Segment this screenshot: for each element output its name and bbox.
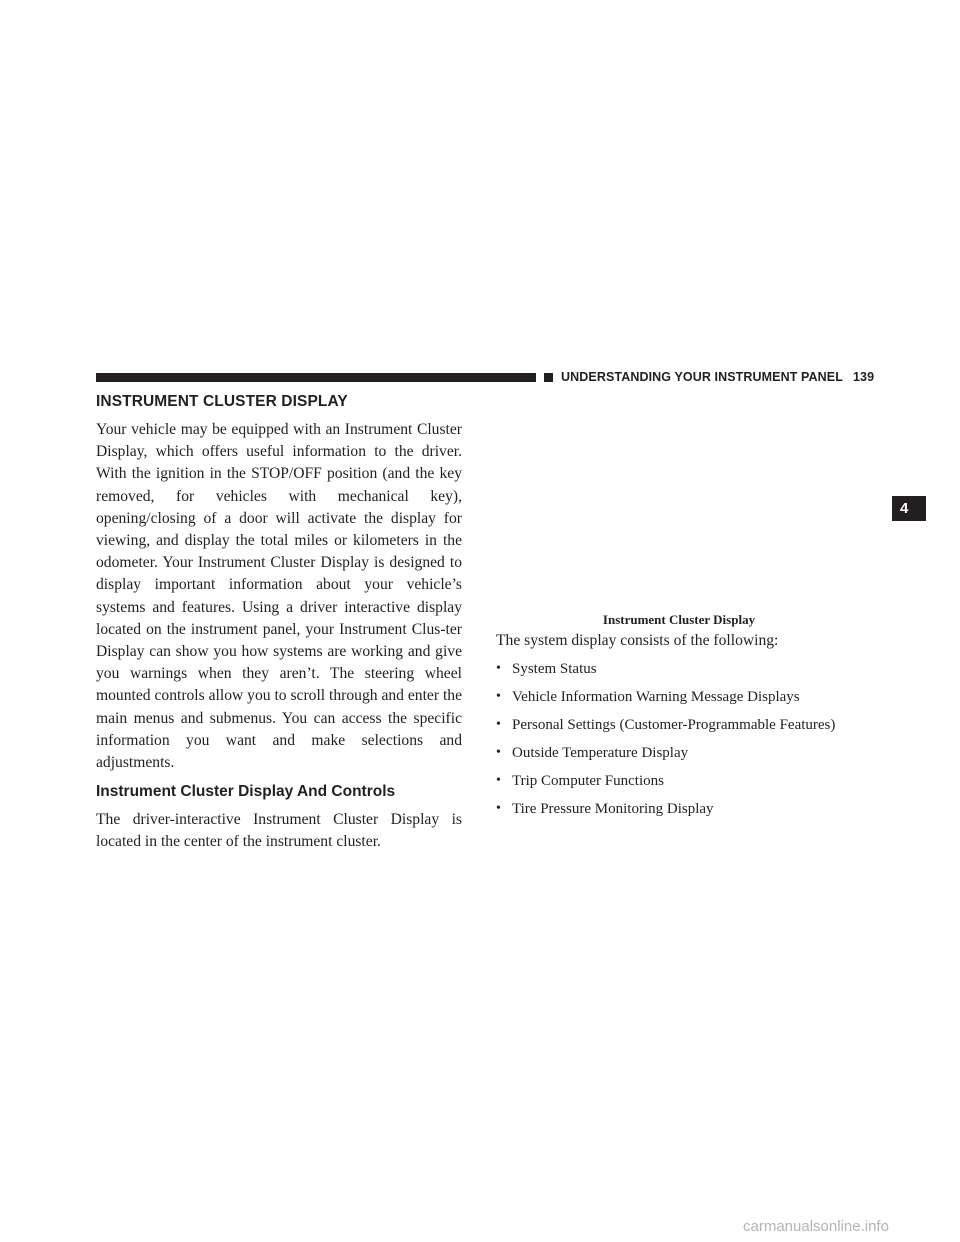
intro-paragraph: Your vehicle may be equipped with an Instrument Cluster Display, which offers useful information to the driver. With the ignition in the STOP/OFF position (and the key removed, for vehicles with mechanical key), opening/closing of a door will activate the display for viewing, and display the total miles or kilometers in the odometer. Your Instrument Cluster Display is designed to display important information about your vehicle’s systems and features. Using a driver interactive display located on the instrument panel, your Instrument Clus-ter Display can show you how systems are working and give you warnings when they aren’t. The steering wheel mounted controls allow you to scroll through and enter the main menus and submenus. You can access the specific information you want and make selections and adjustments.: [96, 421, 462, 772]
list-item-label: Personal Settings (Customer-Programmable Features): [512, 717, 836, 733]
bullet-icon: •: [496, 661, 501, 676]
bullet-icon: •: [496, 801, 501, 816]
list-item-label: Trip Computer Functions: [512, 773, 664, 789]
list-item-label: System Status: [512, 661, 597, 677]
list-item-label: Tire Pressure Monitoring Display: [512, 801, 714, 817]
list-item: [496, 742, 876, 764]
watermark: carmanualsonline.info: [743, 1218, 889, 1235]
chapter-tab: 4: [892, 496, 926, 521]
list-item: [496, 658, 876, 680]
bullet-icon: •: [496, 745, 501, 760]
feature-list: [496, 658, 876, 820]
page-number: 139: [852, 370, 875, 384]
bullet-icon: •: [496, 689, 501, 704]
section-heading: INSTRUMENT CLUSTER DISPLAY: [96, 393, 348, 410]
location-paragraph: The driver-interactive Instrument Cluster Display is located in the center of the instrument cluster.: [96, 811, 462, 851]
list-intro: The system display consists of the following:: [496, 632, 779, 649]
list-item: [496, 686, 876, 708]
list-item: [496, 798, 876, 820]
header-square: [544, 373, 553, 382]
list-item: [496, 770, 876, 792]
list-item-label: Outside Temperature Display: [512, 745, 689, 761]
bullet-icon: •: [496, 717, 501, 732]
header-rule: [96, 373, 536, 382]
figure-caption: Instrument Cluster Display: [602, 612, 756, 627]
section-title: UNDERSTANDING YOUR INSTRUMENT PANEL: [561, 370, 843, 384]
list-item-label: Vehicle Information Warning Message Displays: [512, 689, 800, 705]
running-head: [561, 370, 874, 384]
figure-placeholder: [496, 393, 862, 611]
left-column: [96, 393, 462, 854]
right-column: [496, 630, 876, 826]
list-item: [496, 714, 876, 736]
bullet-icon: •: [496, 773, 501, 788]
subsection-heading: Instrument Cluster Display And Controls: [96, 783, 396, 801]
